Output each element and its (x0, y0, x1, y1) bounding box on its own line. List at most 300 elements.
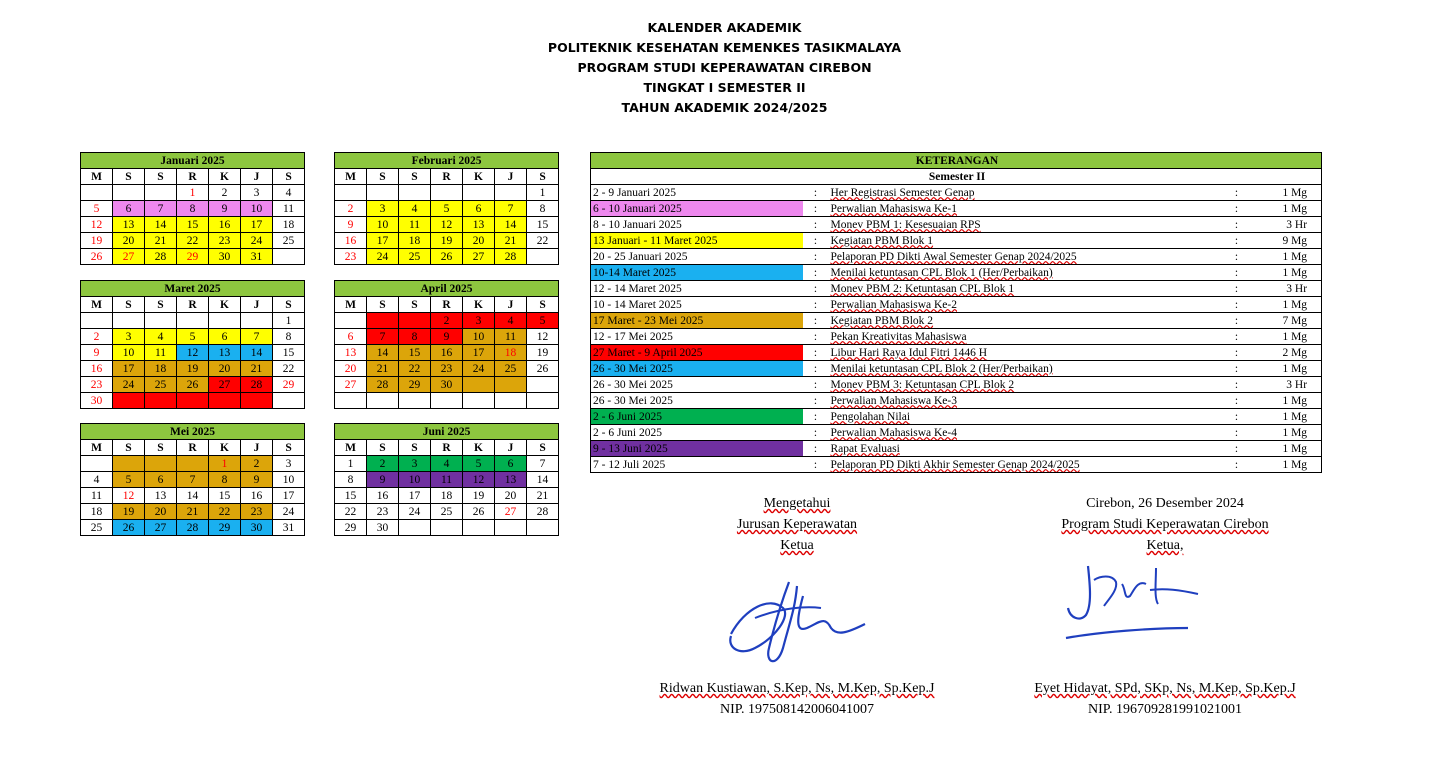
calendar-april (334, 280, 559, 409)
keterangan-row (591, 425, 1322, 441)
day-cell (113, 313, 145, 329)
day-cell: 9 (81, 345, 113, 361)
day-header: J (495, 440, 527, 456)
semester-label: Semester II (591, 169, 1322, 185)
day-cell: 1 (335, 456, 367, 472)
day-cell: 17 (367, 233, 399, 249)
colon: : (1232, 313, 1242, 329)
day-cell: 25 (431, 504, 463, 520)
day-cell (495, 185, 527, 201)
day-header: S (273, 169, 305, 185)
colon: : (803, 425, 829, 441)
colon: : (803, 313, 829, 329)
day-header: R (177, 169, 209, 185)
duration-cell: 1 Mg (1242, 297, 1322, 313)
keterangan-row (591, 329, 1322, 345)
duration-cell: 1 Mg (1242, 457, 1322, 473)
week-row (335, 472, 559, 488)
week-row (335, 201, 559, 217)
keterangan-row (591, 377, 1322, 393)
day-cell: 6 (495, 456, 527, 472)
day-cell (335, 393, 367, 409)
day-cell: 1 (209, 456, 241, 472)
day-cell: 20 (145, 504, 177, 520)
day-cell: 25 (145, 377, 177, 393)
day-cell: 23 (367, 504, 399, 520)
day-cell: 21 (241, 361, 273, 377)
day-cell: 10 (367, 217, 399, 233)
day-header: S (367, 297, 399, 313)
day-cell: 4 (431, 456, 463, 472)
week-row (335, 185, 559, 201)
day-cell: 28 (177, 520, 209, 536)
day-cell: 17 (463, 345, 495, 361)
week-row (81, 217, 305, 233)
month-title: Mei 2025 (81, 424, 305, 440)
activity-cell: Libur Hari Raya Idul Fitri 1446 H (829, 345, 1232, 361)
day-cell: 11 (81, 488, 113, 504)
duration-cell: 3 Hr (1242, 377, 1322, 393)
day-cell (399, 393, 431, 409)
day-cell: 15 (177, 217, 209, 233)
signature-block-left (627, 493, 967, 556)
day-cell: 8 (209, 472, 241, 488)
day-cell: 23 (81, 377, 113, 393)
sig-left-line1: Mengetahui (763, 496, 831, 511)
day-cell: 19 (527, 345, 559, 361)
day-header: J (241, 297, 273, 313)
day-cell (273, 249, 305, 265)
day-cell: 2 (81, 329, 113, 345)
colon: : (1232, 265, 1242, 281)
colon: : (803, 249, 829, 265)
day-header: S (273, 297, 305, 313)
day-header: S (145, 297, 177, 313)
day-cell: 11 (495, 329, 527, 345)
activity-cell: Pekan Kreativitas Mahasiswa (829, 329, 1232, 345)
day-cell: 6 (463, 201, 495, 217)
day-cell: 11 (399, 217, 431, 233)
day-cell (81, 313, 113, 329)
day-cell: 23 (335, 249, 367, 265)
day-cell: 28 (527, 504, 559, 520)
day-cell: 15 (527, 217, 559, 233)
day-cell: 13 (495, 472, 527, 488)
period-cell: 26 - 30 Mei 2025 (591, 361, 803, 377)
colon: : (803, 297, 829, 313)
day-cell: 28 (495, 249, 527, 265)
day-cell (209, 313, 241, 329)
day-cell (113, 456, 145, 472)
keterangan-row (591, 313, 1322, 329)
day-cell: 17 (399, 488, 431, 504)
day-cell: 7 (145, 201, 177, 217)
day-cell: 29 (177, 249, 209, 265)
sig-right-line1: Cirebon, 26 Desember 2024 (1086, 496, 1244, 511)
day-cell: 9 (431, 329, 463, 345)
day-cell: 9 (367, 472, 399, 488)
day-cell: 15 (335, 488, 367, 504)
day-cell: 26 (81, 249, 113, 265)
colon: : (803, 233, 829, 249)
day-cell: 5 (431, 201, 463, 217)
day-cell: 8 (399, 329, 431, 345)
day-cell: 14 (495, 217, 527, 233)
day-cell (495, 393, 527, 409)
title-line-4: TINGKAT I SEMESTER II (643, 80, 806, 95)
day-cell: 17 (241, 217, 273, 233)
week-row (81, 504, 305, 520)
day-cell (463, 520, 495, 536)
keterangan-row (591, 361, 1322, 377)
keterangan-row (591, 297, 1322, 313)
day-cell: 20 (463, 233, 495, 249)
day-cell: 10 (241, 201, 273, 217)
day-header: M (81, 297, 113, 313)
day-cell: 13 (113, 217, 145, 233)
day-cell: 26 (177, 377, 209, 393)
day-cell (367, 185, 399, 201)
day-cell: 18 (273, 217, 305, 233)
day-cell: 29 (209, 520, 241, 536)
period-cell: 8 - 10 Januari 2025 (591, 217, 803, 233)
colon: : (803, 281, 829, 297)
day-cell: 23 (209, 233, 241, 249)
colon: : (803, 185, 829, 201)
day-header: J (241, 440, 273, 456)
day-header: S (273, 440, 305, 456)
day-cell: 14 (527, 472, 559, 488)
period-cell: 10-14 Maret 2025 (591, 265, 803, 281)
activity-cell: Pelaporan PD Dikti Awal Semester Genap 2024/2025 (829, 249, 1232, 265)
week-row (335, 520, 559, 536)
day-cell: 27 (209, 377, 241, 393)
day-cell: 7 (241, 329, 273, 345)
day-cell (177, 313, 209, 329)
day-cell: 6 (145, 472, 177, 488)
day-cell: 2 (367, 456, 399, 472)
title-line-1: KALENDER AKADEMIK (647, 20, 802, 35)
activity-cell: Perwalian Mahasiswa Ke-4 (829, 425, 1232, 441)
day-header: S (113, 297, 145, 313)
day-cell: 11 (273, 201, 305, 217)
day-cell: 4 (81, 472, 113, 488)
period-cell: 2 - 9 Januari 2025 (591, 185, 803, 201)
day-cell (209, 393, 241, 409)
colon: : (803, 361, 829, 377)
calendar-mei (80, 423, 305, 536)
day-cell: 7 (527, 456, 559, 472)
day-cell: 7 (495, 201, 527, 217)
day-cell: 29 (273, 377, 305, 393)
day-cell: 20 (113, 233, 145, 249)
week-row (81, 488, 305, 504)
day-cell: 30 (209, 249, 241, 265)
month-title: Maret 2025 (81, 281, 305, 297)
sig-left-line3: Ketua (780, 538, 814, 553)
month-title: Juni 2025 (335, 424, 559, 440)
day-header: J (495, 297, 527, 313)
day-cell: 16 (241, 488, 273, 504)
colon: : (803, 329, 829, 345)
week-row (81, 185, 305, 201)
period-cell: 26 - 30 Mei 2025 (591, 377, 803, 393)
duration-cell: 1 Mg (1242, 425, 1322, 441)
day-cell (81, 456, 113, 472)
day-cell (431, 185, 463, 201)
day-header: S (367, 440, 399, 456)
week-row (81, 249, 305, 265)
week-row (335, 361, 559, 377)
day-cell: 7 (177, 472, 209, 488)
day-cell: 23 (241, 504, 273, 520)
week-row (335, 456, 559, 472)
month-title: Februari 2025 (335, 153, 559, 169)
month-title: Januari 2025 (81, 153, 305, 169)
day-cell: 12 (81, 217, 113, 233)
title-line-5: TAHUN AKADEMIK 2024/2025 (621, 100, 828, 115)
day-cell: 27 (495, 504, 527, 520)
day-cell: 31 (273, 520, 305, 536)
day-header: M (81, 169, 113, 185)
day-cell: 15 (399, 345, 431, 361)
day-cell: 13 (209, 345, 241, 361)
day-cell: 3 (463, 313, 495, 329)
keterangan-row (591, 345, 1322, 361)
day-cell: 12 (431, 217, 463, 233)
week-row (81, 377, 305, 393)
day-cell: 24 (367, 249, 399, 265)
day-cell: 28 (367, 377, 399, 393)
colon: : (1232, 329, 1242, 345)
week-row (335, 249, 559, 265)
week-row (81, 393, 305, 409)
keterangan-row (591, 217, 1322, 233)
day-cell: 10 (273, 472, 305, 488)
calendar-juni (334, 423, 559, 536)
day-cell (527, 393, 559, 409)
day-cell (399, 185, 431, 201)
period-cell: 2 - 6 Juni 2025 (591, 409, 803, 425)
week-row (81, 361, 305, 377)
day-cell: 31 (241, 249, 273, 265)
day-cell: 6 (209, 329, 241, 345)
sig-right-line2: Program Studi Keperawatan Cirebon (1061, 517, 1269, 532)
keterangan-row (591, 233, 1322, 249)
duration-cell: 1 Mg (1242, 329, 1322, 345)
day-cell: 1 (527, 185, 559, 201)
day-cell: 25 (399, 249, 431, 265)
calendar-januari (80, 152, 305, 265)
week-row (335, 488, 559, 504)
day-cell: 16 (431, 345, 463, 361)
day-header: K (209, 440, 241, 456)
day-cell: 22 (399, 361, 431, 377)
day-header: R (431, 297, 463, 313)
day-cell (495, 520, 527, 536)
colon: : (1232, 409, 1242, 425)
day-cell (241, 313, 273, 329)
colon: : (803, 377, 829, 393)
day-header: S (399, 440, 431, 456)
day-cell (145, 393, 177, 409)
day-cell: 11 (145, 345, 177, 361)
duration-cell: 2 Mg (1242, 345, 1322, 361)
day-cell: 19 (463, 488, 495, 504)
day-cell: 4 (495, 313, 527, 329)
colon: : (1232, 217, 1242, 233)
day-cell (463, 185, 495, 201)
activity-cell: Kegiatan PBM Blok 2 (829, 313, 1232, 329)
period-cell: 12 - 17 Mei 2025 (591, 329, 803, 345)
duration-cell: 1 Mg (1242, 441, 1322, 457)
day-cell (273, 393, 305, 409)
day-cell: 27 (113, 249, 145, 265)
day-cell: 21 (177, 504, 209, 520)
duration-cell: 3 Hr (1242, 281, 1322, 297)
keterangan-row (591, 441, 1322, 457)
day-cell: 15 (273, 345, 305, 361)
day-header: K (209, 169, 241, 185)
day-cell: 30 (81, 393, 113, 409)
day-cell: 6 (335, 329, 367, 345)
week-row (81, 313, 305, 329)
document-title (0, 18, 1449, 118)
day-cell: 12 (527, 329, 559, 345)
day-cell: 13 (145, 488, 177, 504)
day-cell: 10 (113, 345, 145, 361)
activity-cell: Pengolahan Nilai (829, 409, 1232, 425)
day-cell: 14 (145, 217, 177, 233)
activity-cell: Menilai ketuntasan CPL Blok 2 (Her/Perbaikan) (829, 361, 1232, 377)
day-cell: 22 (273, 361, 305, 377)
day-cell: 30 (431, 377, 463, 393)
day-cell: 14 (177, 488, 209, 504)
sig-left-name-block (617, 678, 977, 720)
duration-cell: 3 Hr (1242, 217, 1322, 233)
day-header: R (177, 297, 209, 313)
day-cell: 29 (399, 377, 431, 393)
keterangan-row (591, 185, 1322, 201)
keterangan-row (591, 281, 1322, 297)
duration-cell: 9 Mg (1242, 233, 1322, 249)
keterangan-row (591, 265, 1322, 281)
day-header: K (463, 440, 495, 456)
week-row (81, 520, 305, 536)
day-header: S (113, 169, 145, 185)
day-cell: 8 (273, 329, 305, 345)
colon: : (1232, 361, 1242, 377)
day-cell (241, 393, 273, 409)
activity-cell: Her Registrasi Semester Genap (829, 185, 1232, 201)
day-cell: 28 (241, 377, 273, 393)
day-header: S (527, 297, 559, 313)
day-cell: 18 (431, 488, 463, 504)
day-cell: 16 (335, 233, 367, 249)
sig-left-line2: Jurusan Keperawatan (736, 517, 858, 532)
day-cell: 20 (335, 361, 367, 377)
keterangan-row (591, 201, 1322, 217)
day-cell: 10 (463, 329, 495, 345)
title-line-3: PROGRAM STUDI KEPERAWATAN CIREBON (577, 60, 872, 75)
day-cell: 26 (113, 520, 145, 536)
day-cell: 5 (177, 329, 209, 345)
signature-right-image (1060, 560, 1210, 645)
day-cell: 4 (399, 201, 431, 217)
title-line-2: POLITEKNIK KESEHATAN KEMENKES TASIKMALAYA (547, 40, 902, 55)
day-cell: 19 (431, 233, 463, 249)
colon: : (1232, 377, 1242, 393)
day-cell (431, 393, 463, 409)
sig-right-name: Eyet Hidayat, SPd, SKp, Ns, M.Kep, Sp.Kep.J (1034, 681, 1296, 696)
day-cell: 16 (367, 488, 399, 504)
day-cell (431, 520, 463, 536)
day-header: S (399, 169, 431, 185)
day-cell (527, 520, 559, 536)
duration-cell: 1 Mg (1242, 185, 1322, 201)
day-cell: 11 (431, 472, 463, 488)
week-row (335, 377, 559, 393)
day-cell: 3 (399, 456, 431, 472)
week-row (81, 456, 305, 472)
day-cell: 24 (241, 233, 273, 249)
day-cell: 12 (113, 488, 145, 504)
day-header: R (431, 169, 463, 185)
day-cell: 24 (463, 361, 495, 377)
sig-left-name: Ridwan Kustiawan, S.Kep, Ns, M.Kep, Sp.Kep.J (659, 681, 935, 696)
day-header: S (113, 440, 145, 456)
period-cell: 12 - 14 Maret 2025 (591, 281, 803, 297)
activity-cell: Perwalian Mahasiswa Ke-1 (829, 201, 1232, 217)
activity-cell: Monev PBM 2: Ketuntasan CPL Blok 1 (829, 281, 1232, 297)
day-cell: 9 (209, 201, 241, 217)
day-cell: 20 (495, 488, 527, 504)
day-cell: 27 (335, 377, 367, 393)
day-cell: 24 (399, 504, 431, 520)
day-header: J (495, 169, 527, 185)
activity-cell: Kegiatan PBM Blok 1 (829, 233, 1232, 249)
day-cell (463, 377, 495, 393)
day-cell: 2 (241, 456, 273, 472)
colon: : (1232, 457, 1242, 473)
week-row (81, 472, 305, 488)
day-cell (335, 185, 367, 201)
day-cell: 10 (399, 472, 431, 488)
day-cell: 26 (431, 249, 463, 265)
duration-cell: 7 Mg (1242, 313, 1322, 329)
day-cell: 23 (431, 361, 463, 377)
day-header: S (527, 440, 559, 456)
day-cell: 30 (241, 520, 273, 536)
day-header: S (367, 169, 399, 185)
day-cell: 8 (335, 472, 367, 488)
duration-cell: 1 Mg (1242, 361, 1322, 377)
period-cell: 13 Januari - 11 Maret 2025 (591, 233, 803, 249)
period-cell: 6 - 10 Januari 2025 (591, 201, 803, 217)
colon: : (803, 409, 829, 425)
week-row (335, 313, 559, 329)
day-cell (145, 313, 177, 329)
colon: : (803, 345, 829, 361)
keterangan-table (590, 152, 1322, 473)
week-row (335, 217, 559, 233)
period-cell: 9 - 13 Juni 2025 (591, 441, 803, 457)
day-cell: 18 (399, 233, 431, 249)
sig-right-nip: NIP. 196709281991021001 (1087, 702, 1242, 717)
day-cell (399, 313, 431, 329)
sig-right-name-block (995, 678, 1335, 720)
day-cell: 5 (81, 201, 113, 217)
